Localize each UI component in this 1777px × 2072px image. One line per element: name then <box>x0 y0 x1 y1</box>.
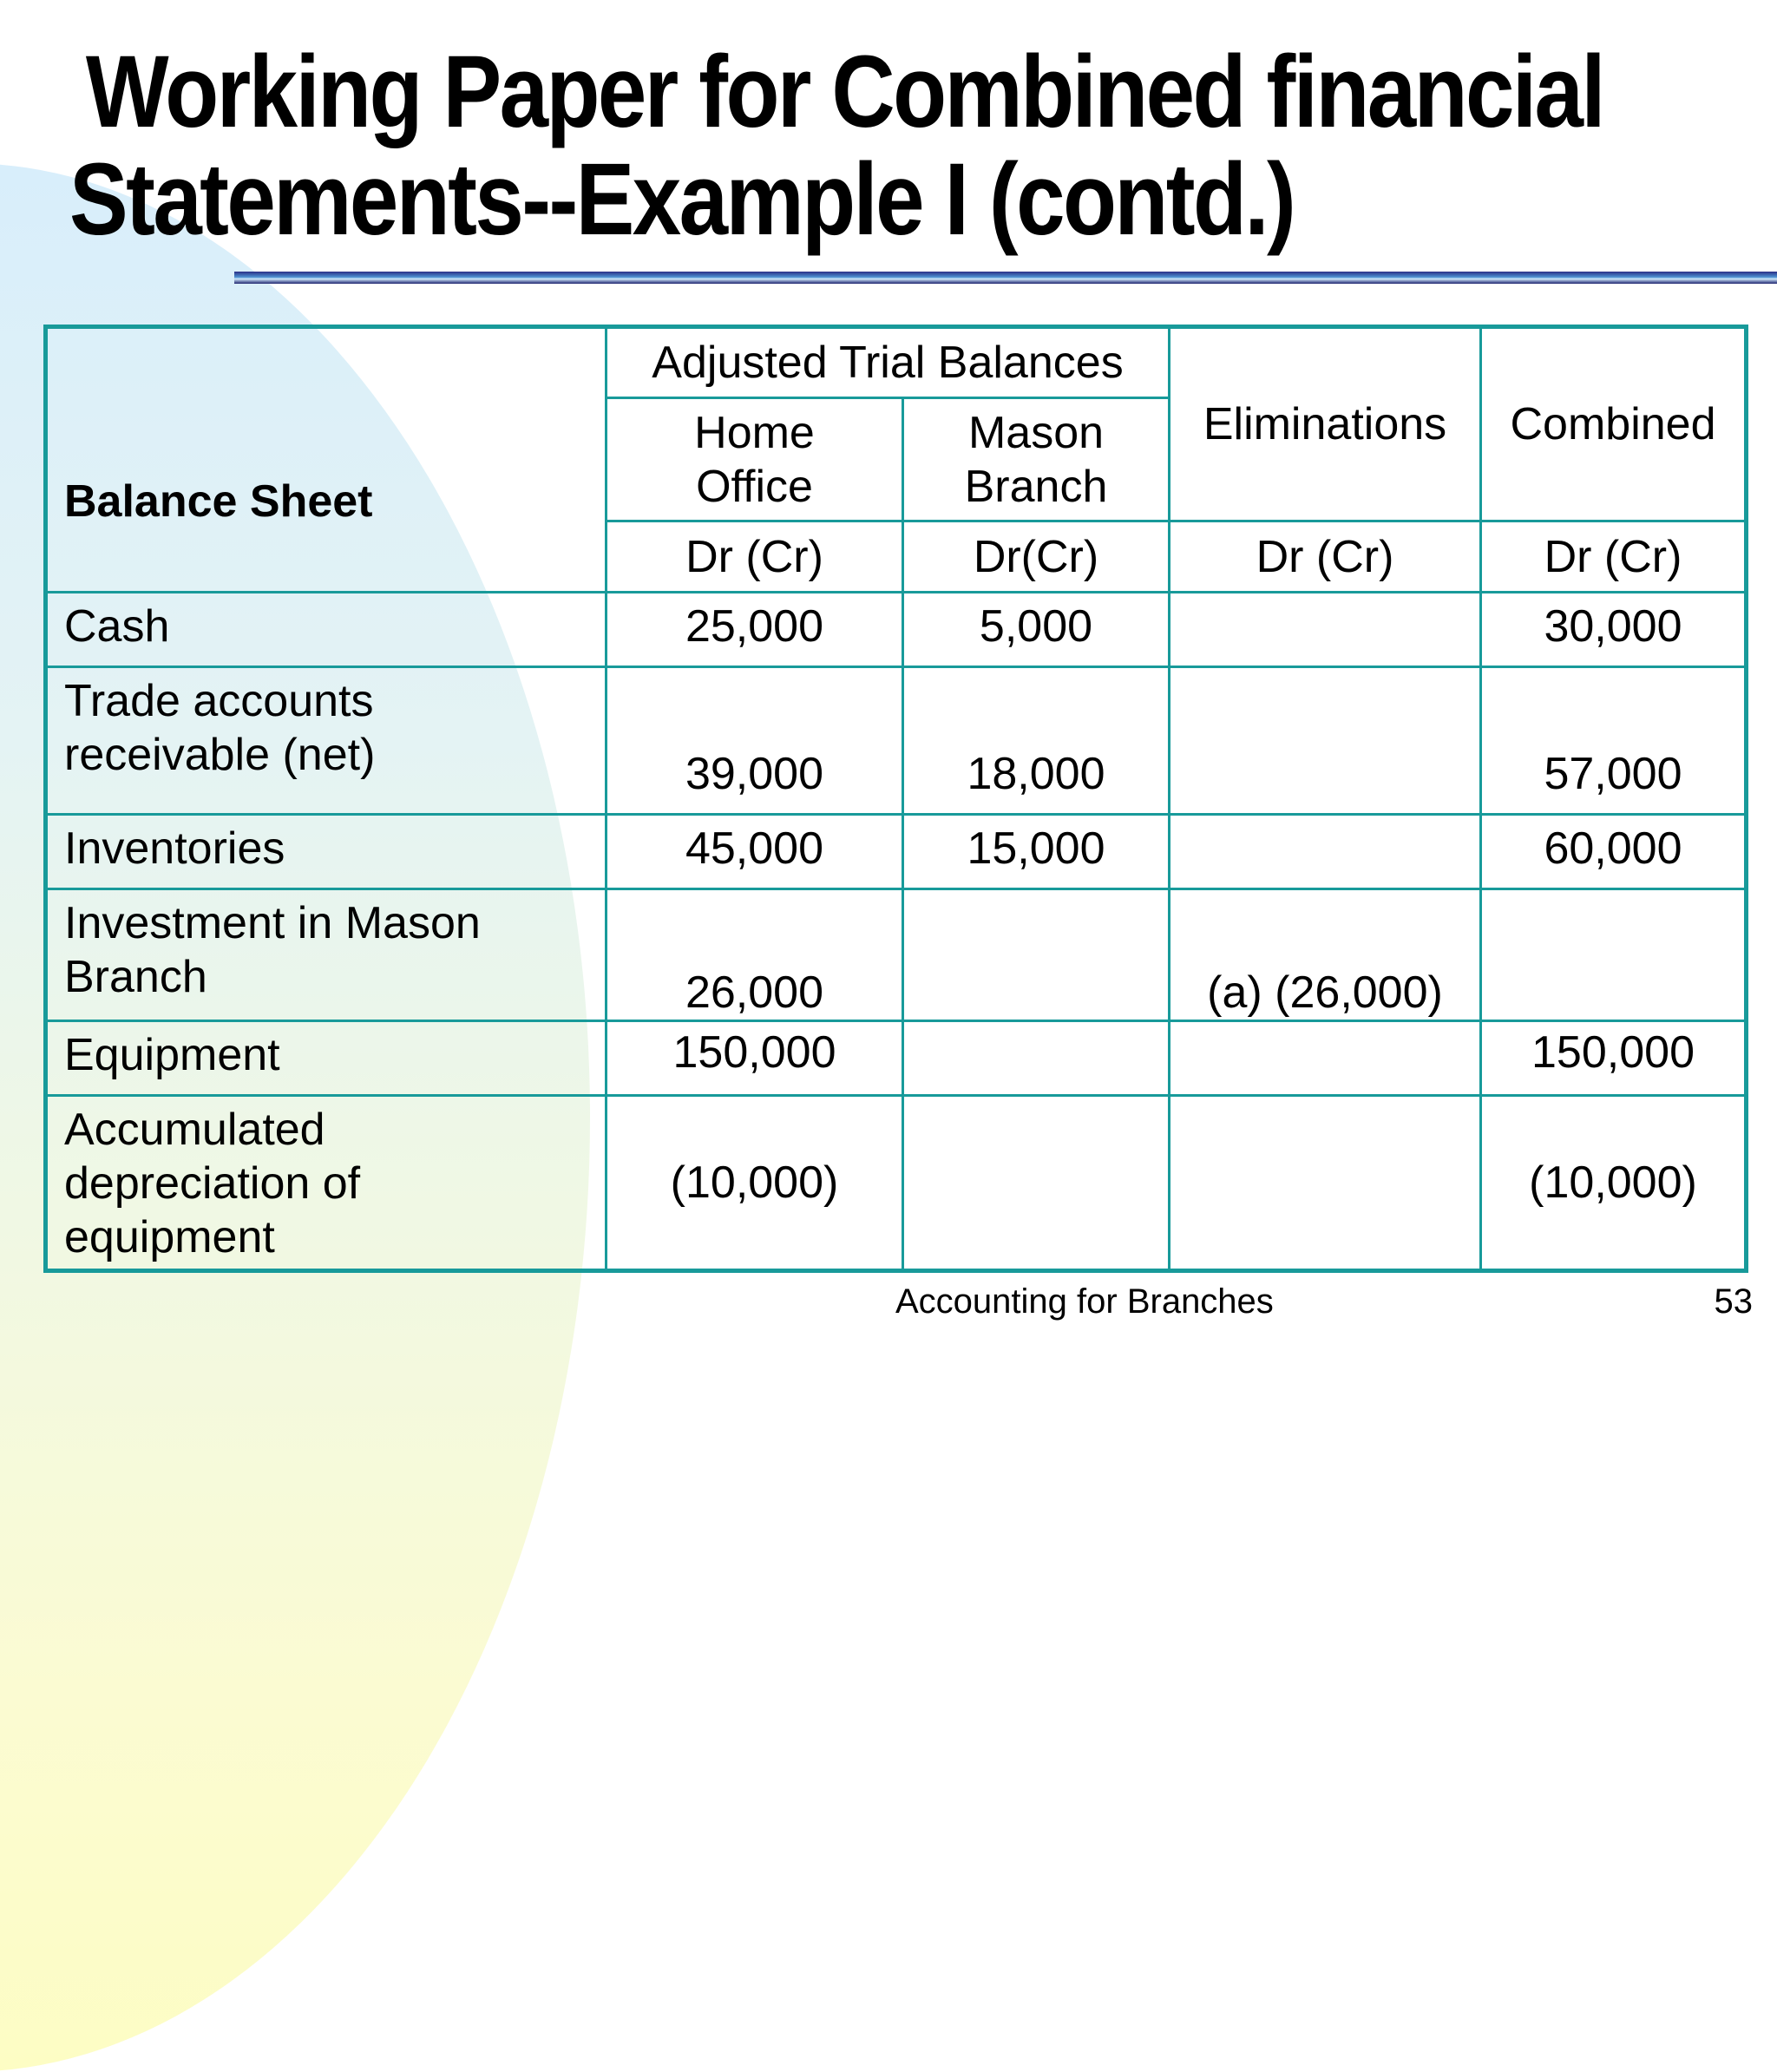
title-line-1: Working Paper for Combined financial <box>85 35 1603 149</box>
balance-sheet-table <box>43 325 1748 1273</box>
title-divider <box>234 272 1777 284</box>
table-row <box>46 1096 1747 1271</box>
cell-mason: 15,000 <box>903 815 1170 889</box>
subheader-elim: Dr (Cr) <box>1170 521 1481 593</box>
cell-elim: (a) (26,000) <box>1170 889 1481 1021</box>
cell-mason <box>903 1021 1170 1096</box>
title-line-2: Statements--Example I (contd.) <box>69 142 1295 257</box>
column-header-mason-branch: Mason Branch <box>903 398 1170 521</box>
row-label: Inventories <box>46 815 607 889</box>
header-row-group <box>46 327 1747 398</box>
cell-combined: 60,000 <box>1481 815 1747 889</box>
table-row <box>46 667 1747 815</box>
cell-combined: 30,000 <box>1481 593 1747 667</box>
cell-mason: 5,000 <box>903 593 1170 667</box>
slide-title <box>69 35 1603 257</box>
row-label: Equipment <box>46 1021 607 1096</box>
row-label: Investment in Mason Branch <box>46 889 607 1021</box>
page-number: 53 <box>1714 1282 1753 1321</box>
footer-text: Accounting for Branches <box>895 1282 1274 1321</box>
cell-elim <box>1170 667 1481 815</box>
table-row <box>46 1021 1747 1096</box>
group-header: Adjusted Trial Balances <box>607 327 1170 398</box>
cell-elim <box>1170 1021 1481 1096</box>
cell-home: 26,000 <box>607 889 903 1021</box>
cell-home: (10,000) <box>607 1096 903 1271</box>
cell-home: 39,000 <box>607 667 903 815</box>
cell-combined: 57,000 <box>1481 667 1747 815</box>
cell-home: 150,000 <box>607 1021 903 1096</box>
cell-mason <box>903 1096 1170 1271</box>
cell-combined <box>1481 889 1747 1021</box>
cell-combined: 150,000 <box>1481 1021 1747 1096</box>
cell-mason: 18,000 <box>903 667 1170 815</box>
row-label: Trade accounts receivable (net) <box>46 667 607 815</box>
column-header-eliminations: Eliminations <box>1170 327 1481 521</box>
column-header-home-office: Home Office <box>607 398 903 521</box>
cell-elim <box>1170 1096 1481 1271</box>
subheader-home: Dr (Cr) <box>607 521 903 593</box>
row-label: Cash <box>46 593 607 667</box>
cell-home: 25,000 <box>607 593 903 667</box>
subheader-mason: Dr(Cr) <box>903 521 1170 593</box>
row-label: Accumulated depreciation of equipment <box>46 1096 607 1271</box>
cell-mason <box>903 889 1170 1021</box>
table-row <box>46 815 1747 889</box>
cell-home: 45,000 <box>607 815 903 889</box>
cell-elim <box>1170 815 1481 889</box>
column-header-combined: Combined <box>1481 327 1747 521</box>
cell-elim <box>1170 593 1481 667</box>
table-row <box>46 889 1747 1021</box>
cell-combined: (10,000) <box>1481 1096 1747 1271</box>
table-row <box>46 593 1747 667</box>
section-label: Balance Sheet <box>46 327 607 593</box>
subheader-combined: Dr (Cr) <box>1481 521 1747 593</box>
